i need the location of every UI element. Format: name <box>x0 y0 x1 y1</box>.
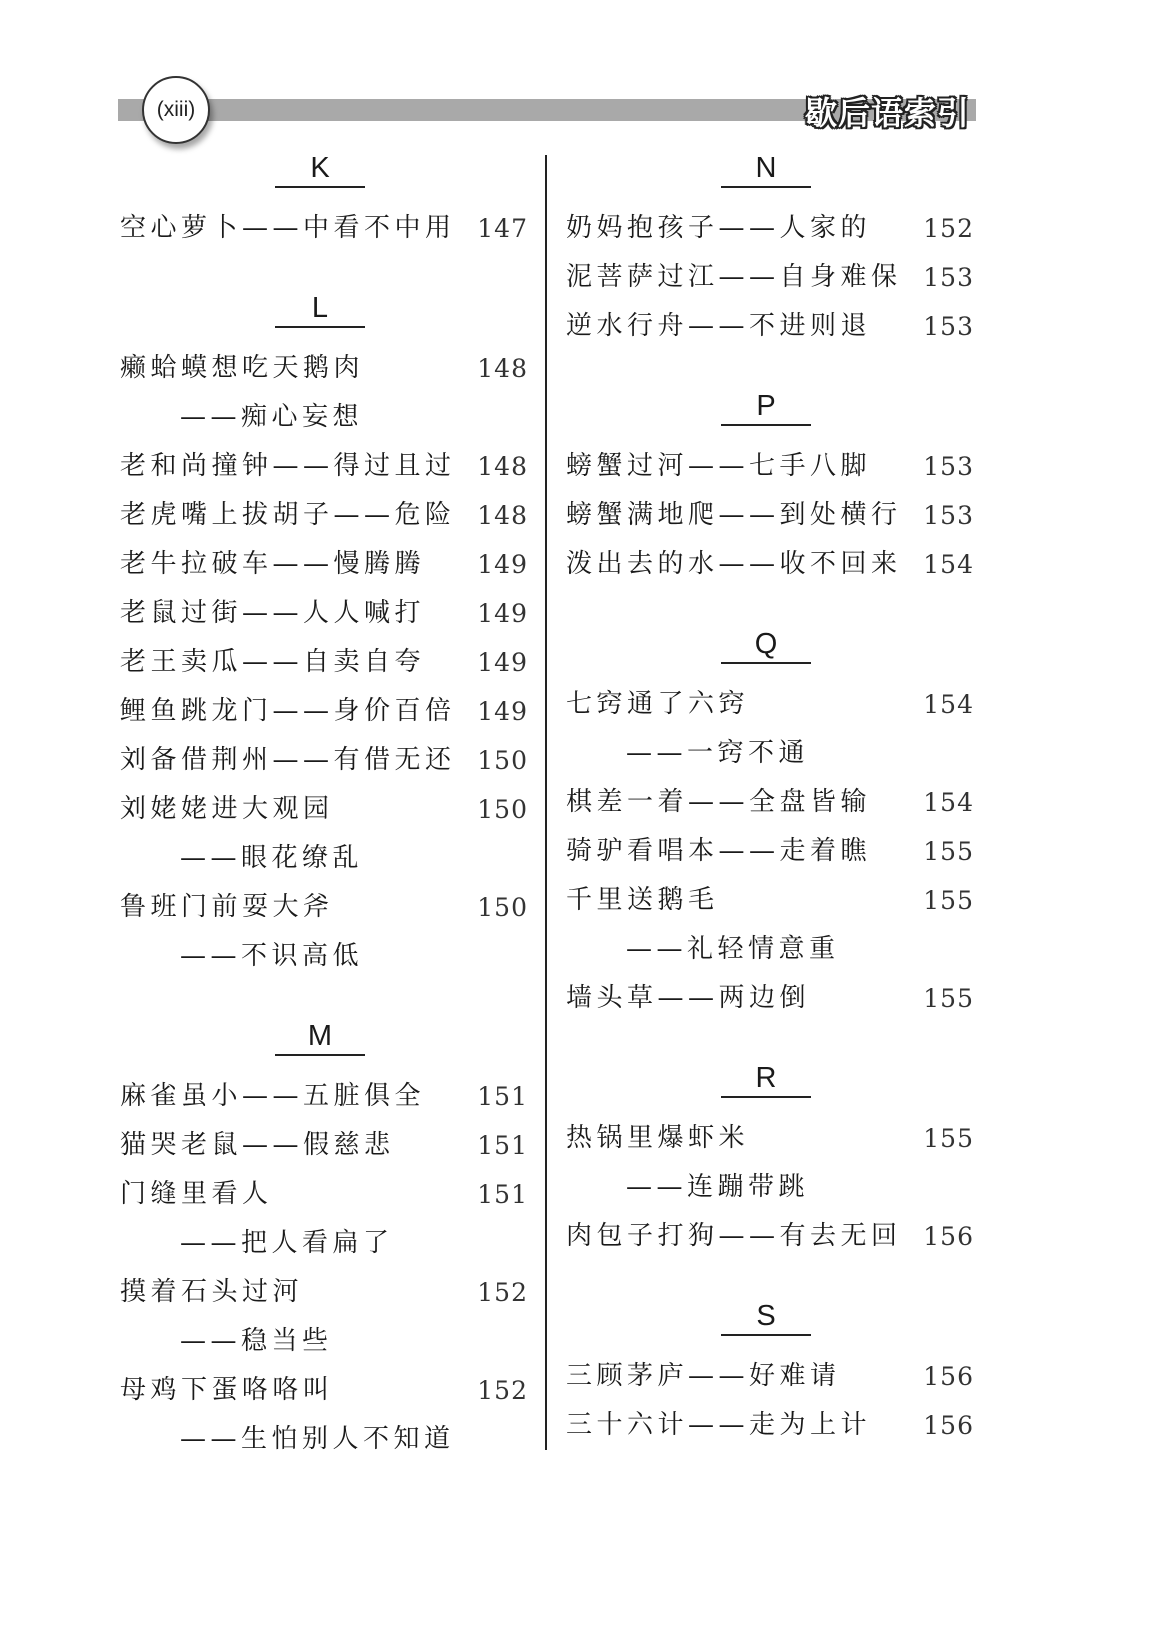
section-header <box>566 137 974 204</box>
index-entry <box>566 680 974 729</box>
column-divider <box>545 155 547 1450</box>
section-underline <box>275 326 365 328</box>
section-letter: N <box>755 152 777 184</box>
entry-page-number: 150 <box>477 746 528 775</box>
entry-text: 泼出去的水——收不回来 <box>566 549 902 579</box>
entry-page-number: 155 <box>923 837 974 866</box>
section-title: 歇后语索引 <box>804 94 970 132</box>
section-header <box>120 137 528 204</box>
index-entry <box>566 1401 974 1450</box>
index-entry <box>120 736 528 785</box>
section-letter: Q <box>754 628 778 660</box>
section-header <box>566 613 974 680</box>
section-letter: P <box>756 390 776 422</box>
entry-page-number: 155 <box>923 984 974 1013</box>
section-underline <box>275 186 365 188</box>
entry-text: 老和尚撞钟——得过且过 <box>120 451 456 481</box>
entry-page-number: 152 <box>477 1376 528 1405</box>
entry-page-number: 151 <box>477 1131 528 1160</box>
entry-page-number: 150 <box>477 893 528 922</box>
entry-page-number: 152 <box>923 214 974 243</box>
entry-page-number: 155 <box>923 886 974 915</box>
page-number: (xiii) <box>156 98 196 121</box>
section-letter: L <box>311 292 329 324</box>
section-underline <box>721 424 811 426</box>
entry-page-number: 154 <box>923 550 974 579</box>
entry-page-number: 153 <box>923 263 974 292</box>
section-header <box>120 277 528 344</box>
entry-continuation <box>120 393 528 442</box>
index-entry <box>120 204 528 253</box>
entry-page-number: 156 <box>923 1222 974 1251</box>
section-letter: R <box>755 1062 777 1094</box>
entry-text: 逆水行舟——不进则退 <box>566 311 872 341</box>
entry-continuation-text: ——一窍不通 <box>626 738 810 768</box>
section-underline <box>275 1054 365 1056</box>
entry-page-number: 148 <box>477 354 528 383</box>
entry-text: 老鼠过街——人人喊打 <box>120 598 426 628</box>
entry-text: 螃蟹满地爬——到处横行 <box>566 500 902 530</box>
entry-text: 老王卖瓜——自卖自夸 <box>120 647 426 677</box>
index-section <box>566 375 974 589</box>
section-header <box>120 1005 528 1072</box>
entry-page-number: 156 <box>923 1411 974 1440</box>
section-letter: M <box>307 1020 333 1052</box>
entry-text: 鲁班门前耍大斧 <box>120 892 334 922</box>
index-section <box>120 1005 528 1464</box>
entry-continuation <box>566 729 974 778</box>
entry-continuation <box>120 1219 528 1268</box>
entry-continuation <box>566 1163 974 1212</box>
index-entry <box>120 1366 528 1415</box>
section-header <box>566 375 974 442</box>
entry-text: 老牛拉破车——慢腾腾 <box>120 549 426 579</box>
index-entry <box>566 491 974 540</box>
entry-text: 三顾茅庐——好难请 <box>566 1361 841 1391</box>
index-entry <box>120 1072 528 1121</box>
entry-page-number: 153 <box>923 312 974 341</box>
entry-text: 鲤鱼跳龙门——身价百倍 <box>120 696 456 726</box>
entry-continuation-text: ——把人看扁了 <box>180 1228 394 1258</box>
entry-text: 麻雀虽小——五脏俱全 <box>120 1081 426 1111</box>
entry-page-number: 154 <box>923 690 974 719</box>
entry-continuation-text: ——礼轻情意重 <box>626 934 840 964</box>
page-number-badge <box>142 76 210 144</box>
index-section <box>566 613 974 1023</box>
index-section <box>566 1047 974 1261</box>
index-entry <box>566 540 974 589</box>
entry-continuation <box>120 834 528 883</box>
entry-page-number: 153 <box>923 452 974 481</box>
entry-text: 热锅里爆虾米 <box>566 1123 750 1153</box>
index-entry <box>566 302 974 351</box>
entry-text: 母鸡下蛋咯咯叫 <box>120 1375 334 1405</box>
index-entry <box>120 491 528 540</box>
index-entry <box>120 638 528 687</box>
entry-continuation <box>120 1415 528 1464</box>
entry-page-number: 151 <box>477 1082 528 1111</box>
entry-text: 空心萝卜——中看不中用 <box>120 213 456 243</box>
entry-page-number: 148 <box>477 501 528 530</box>
entry-text: 刘姥姥进大观园 <box>120 794 334 824</box>
entry-text: 七窍通了六窍 <box>566 689 750 719</box>
entry-page-number: 147 <box>477 214 528 243</box>
index-section <box>120 277 528 981</box>
entry-text: 猫哭老鼠——假慈悲 <box>120 1130 395 1160</box>
entry-text: 千里送鹅毛 <box>566 885 719 915</box>
entry-text: 三十六计——走为上计 <box>566 1410 872 1440</box>
index-entry <box>120 1268 528 1317</box>
entry-text: 骑驴看唱本——走着瞧 <box>566 836 872 866</box>
entry-continuation-text: ——不识高低 <box>180 941 364 971</box>
index-entry <box>120 785 528 834</box>
section-header <box>566 1285 974 1352</box>
entry-text: 墙头草——两边倒 <box>566 983 811 1013</box>
index-entry <box>566 1352 974 1401</box>
entry-page-number: 148 <box>477 452 528 481</box>
index-entry <box>566 974 974 1023</box>
entry-page-number: 154 <box>923 788 974 817</box>
section-letter: S <box>756 1300 776 1332</box>
index-entry <box>120 1121 528 1170</box>
index-entry <box>566 778 974 827</box>
index-entry <box>566 204 974 253</box>
index-section <box>566 137 974 351</box>
entry-continuation <box>120 932 528 981</box>
entry-text: 螃蟹过河——七手八脚 <box>566 451 872 481</box>
entry-page-number: 151 <box>477 1180 528 1209</box>
index-entry <box>120 1170 528 1219</box>
index-entry <box>120 540 528 589</box>
index-entry <box>566 1212 974 1261</box>
entry-continuation-text: ——连蹦带跳 <box>626 1172 810 1202</box>
index-entry <box>120 344 528 393</box>
index-entry <box>120 442 528 491</box>
entry-continuation <box>566 925 974 974</box>
section-underline <box>721 186 811 188</box>
entry-text: 肉包子打狗——有去无回 <box>566 1221 902 1251</box>
entry-page-number: 149 <box>477 697 528 726</box>
entry-text: 泥菩萨过江——自身难保 <box>566 262 902 292</box>
section-header <box>566 1047 974 1114</box>
entry-continuation <box>120 1317 528 1366</box>
index-section <box>120 137 528 253</box>
entry-page-number: 149 <box>477 599 528 628</box>
index-entry <box>120 883 528 932</box>
entry-text: 刘备借荆州——有借无还 <box>120 745 456 775</box>
entry-page-number: 156 <box>923 1362 974 1391</box>
entry-continuation-text: ——眼花缭乱 <box>180 843 364 873</box>
index-entry <box>566 1114 974 1163</box>
entry-continuation-text: ——稳当些 <box>180 1326 333 1356</box>
entry-continuation-text: ——痴心妄想 <box>180 402 364 432</box>
section-underline <box>721 662 811 664</box>
entry-text: 奶妈抱孩子——人家的 <box>566 213 872 243</box>
entry-page-number: 150 <box>477 795 528 824</box>
entry-page-number: 155 <box>923 1124 974 1153</box>
entry-text: 棋差一着——全盘皆输 <box>566 787 872 817</box>
index-entry <box>566 253 974 302</box>
entry-text: 门缝里看人 <box>120 1179 273 1209</box>
section-underline <box>721 1334 811 1336</box>
entry-page-number: 152 <box>477 1278 528 1307</box>
index-entry <box>566 876 974 925</box>
section-underline <box>721 1096 811 1098</box>
entry-text: 老虎嘴上拔胡子——危险 <box>120 500 456 530</box>
index-entry <box>120 589 528 638</box>
entry-continuation-text: ——生怕别人不知道 <box>180 1424 455 1454</box>
entry-page-number: 149 <box>477 648 528 677</box>
entry-page-number: 153 <box>923 501 974 530</box>
index-section <box>566 1285 974 1450</box>
entry-text: 摸着石头过河 <box>120 1277 304 1307</box>
index-entry <box>566 827 974 876</box>
section-letter: K <box>310 152 330 184</box>
index-entry <box>120 687 528 736</box>
right-column <box>566 137 974 1450</box>
index-entry <box>566 442 974 491</box>
left-column <box>120 137 528 1464</box>
entry-text: 癞蛤蟆想吃天鹅肉 <box>120 353 365 383</box>
entry-page-number: 149 <box>477 550 528 579</box>
